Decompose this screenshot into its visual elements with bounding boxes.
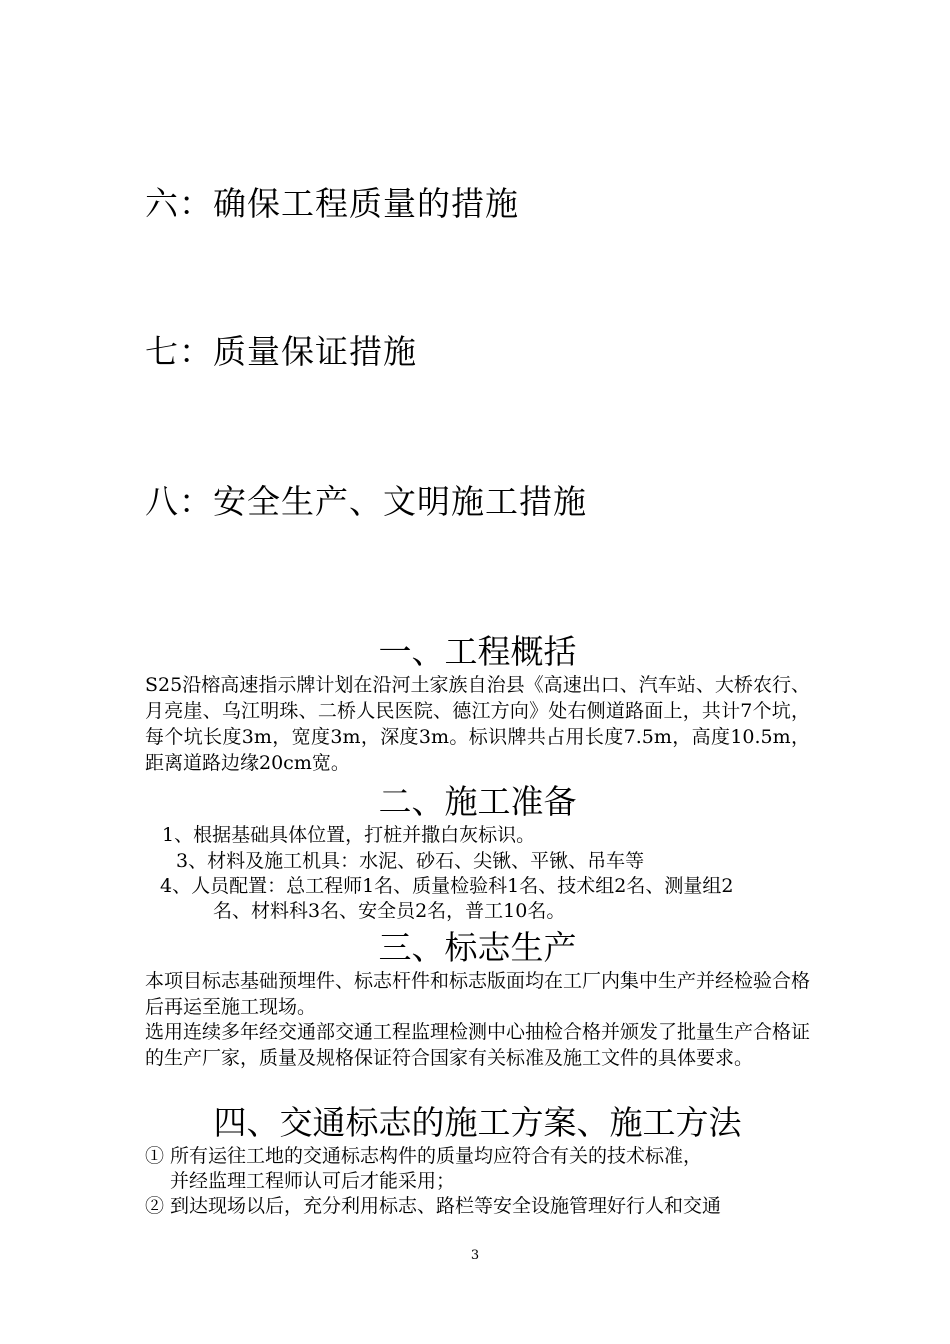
section1-body: S25沿榕高速指示牌计划在沿河土家族自治县《高速出口、汽车站、大桥农行、月亮崖、乌江明珠、二桥人民医院、德江方向》处右侧道路面上，共计7个坑，每个坑长度3m，宽度3m，深度3m。标识牌共占用长度7.5m，高度10.5m，距离道路边缘20cm宽。 — [145, 674, 810, 774]
page-number: 3 — [470, 1248, 480, 1263]
section3-para2: 选用连续多年经交通部交通工程监理检测中心抽检合格并颁发了批量生产合格证的生产厂家，质量及规格保证符合国家有关标准及施工文件的具体要求。 — [145, 1021, 811, 1069]
outline-item-6: 六：确保工程质量的措施 — [145, 184, 519, 223]
outline-item-7: 七：质量保证措施 — [145, 332, 417, 371]
section1-heading: 一、工程概括 — [378, 632, 577, 671]
outline-item-8: 八：安全生产、文明施工措施 — [145, 482, 587, 521]
prep-item-4-line2: 名、材料科3名、安全员2名，普工10名。 — [213, 900, 566, 922]
prep-item-1: 1、根据基础具体位置，打桩并撒白灰标识。 — [162, 824, 536, 846]
section2-heading: 二、施工准备 — [378, 782, 577, 821]
section4-heading: 四、交通标志的施工方案、施工方法 — [213, 1103, 742, 1142]
method-item-1-line2: 并经监理工程师认可后才能采用； — [170, 1170, 456, 1192]
prep-item-4-line1: 4、人员配置：总工程师1名、质量检验科1名、技术组2名、测量组2 — [160, 875, 734, 897]
method-item-2-line1: ② 到达现场以后，充分利用标志、路栏等安全设施管理好行人和交通 — [145, 1195, 722, 1217]
section3-heading: 三、标志生产 — [378, 928, 577, 967]
method-item-1-line1: ① 所有运往工地的交通标志构件的质量均应符合有关的技术标准， — [145, 1145, 703, 1167]
prep-item-3: 3、材料及施工机具：水泥、砂石、尖锹、平锹、吊车等 — [176, 850, 645, 872]
section3-para1: 本项目标志基础预埋件、标志杆件和标志版面均在工厂内集中生产并经检验合格后再运至施工现场。 — [145, 970, 811, 1018]
